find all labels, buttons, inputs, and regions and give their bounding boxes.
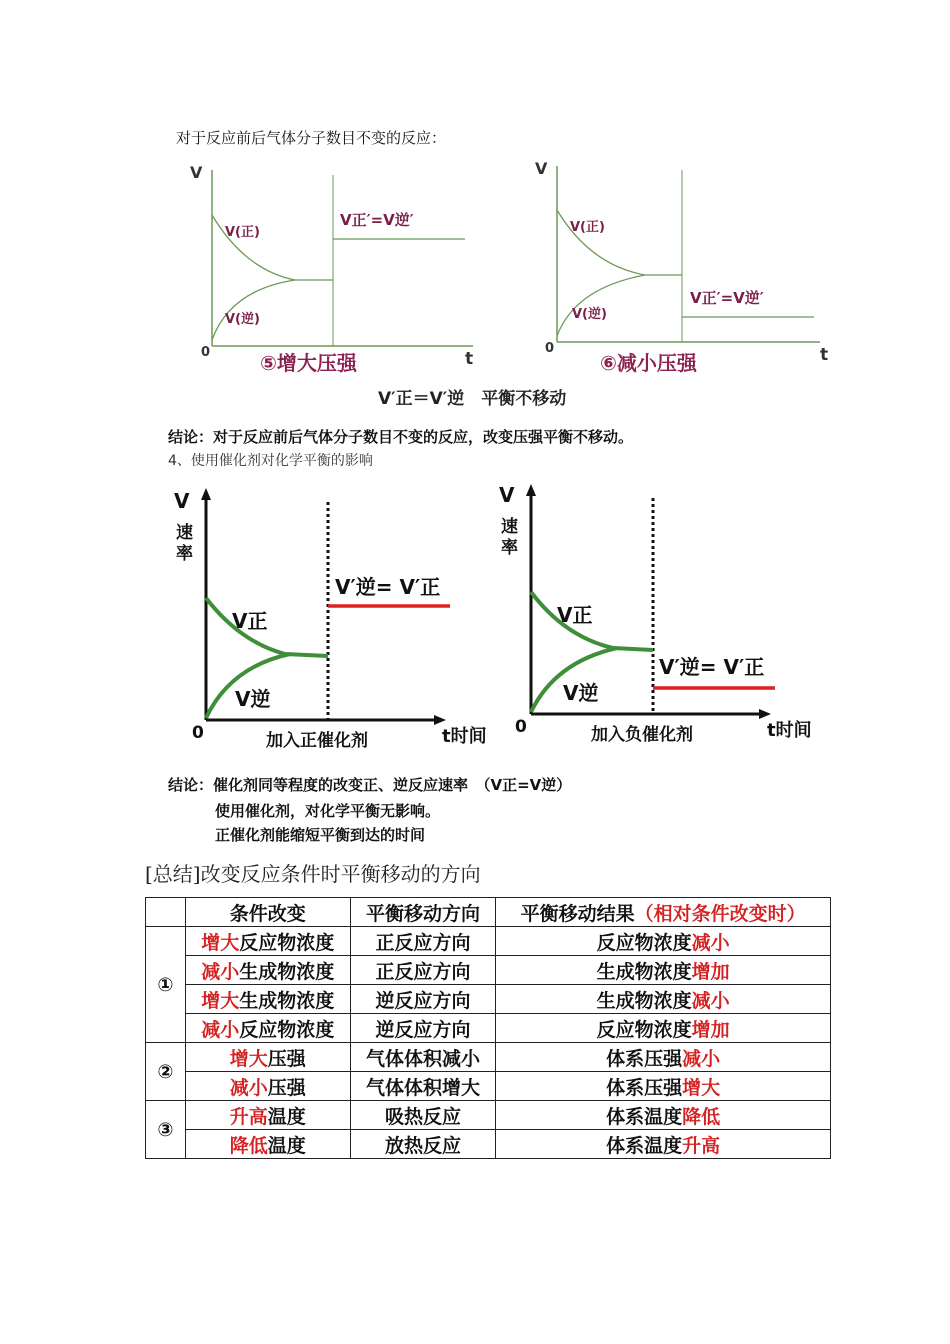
chart-caption: 加入正催化剂: [266, 731, 368, 751]
summary-heading: [总结]改变反应条件时平衡移动的方向: [145, 862, 481, 886]
condition-cell: 减小压强: [185, 1072, 350, 1101]
forward-label: V正: [557, 603, 593, 627]
result-cell: 反应物浓度减小: [496, 927, 831, 956]
section-heading-catalyst: 4、使用催化剂对化学平衡的影响: [168, 453, 373, 469]
condition-cell: 升高温度: [185, 1101, 350, 1130]
direction-cell: 逆反应方向: [350, 985, 496, 1014]
x-axis-label: t时间: [442, 726, 487, 747]
table-row: [146, 1043, 831, 1072]
table-row: [146, 927, 831, 956]
condition-cell: 增大反应物浓度: [185, 927, 350, 956]
header-direction: 平衡移动方向: [350, 898, 496, 927]
result-cell: 体系压强减小: [496, 1043, 831, 1072]
group-mark: ②: [146, 1043, 186, 1101]
chart-caption: ⑤增大压强: [260, 351, 357, 375]
forward-label: V正: [232, 609, 268, 633]
header-empty: [146, 898, 186, 927]
table-row: [146, 1072, 831, 1101]
group-mark: ①: [146, 927, 186, 1043]
reverse-rate-curve: [212, 280, 295, 340]
origin-label: 0: [545, 341, 555, 356]
conclusion-catalyst-3: 正催化剂能缩短平衡到达的时间: [215, 826, 426, 844]
condition-cell: 减小生成物浓度: [185, 956, 350, 985]
condition-cell: 增大生成物浓度: [185, 985, 350, 1014]
table-row: [146, 1101, 831, 1130]
table-row: [146, 1130, 831, 1159]
table-header-row: [146, 898, 831, 927]
condition-cell: 增大压强: [185, 1043, 350, 1072]
y-title-char-2: 率: [501, 538, 518, 558]
intro-text: 对于反应前后气体分子数目不变的反应：: [176, 129, 447, 147]
equality-label: V正′=V逆′: [690, 289, 764, 307]
group-mark: ③: [146, 1101, 186, 1159]
direction-cell: 气体体积减小: [350, 1043, 496, 1072]
x-axis-label: t: [465, 349, 474, 369]
direction-cell: 正反应方向: [350, 927, 496, 956]
y-axis-label: V: [535, 159, 548, 178]
y-title-char-2: 率: [176, 544, 193, 564]
y-axis-arrow: [526, 484, 536, 496]
x-axis-label: t时间: [767, 720, 812, 741]
result-cell: 体系温度升高: [496, 1130, 831, 1159]
x-axis-arrow: [759, 709, 771, 719]
direction-cell: 气体体积增大: [350, 1072, 496, 1101]
y-title-char-1: 速: [176, 523, 193, 543]
forward-label: V(正): [570, 220, 605, 235]
origin-label: 0: [515, 717, 527, 737]
table-row: [146, 985, 831, 1014]
equality-label: V′逆= V′正: [335, 575, 441, 599]
equality-label: V′逆= V′正: [659, 655, 765, 679]
condition-cell: 减小反应物浓度: [185, 1014, 350, 1043]
x-axis-arrow: [434, 715, 446, 725]
chart-caption: ⑥减小压强: [600, 351, 697, 375]
origin-label: 0: [192, 723, 204, 743]
direction-cell: 逆反应方向: [350, 1014, 496, 1043]
direction-cell: 放热反应: [350, 1130, 496, 1159]
x-axis-label: t: [820, 345, 829, 365]
direction-cell: 正反应方向: [350, 956, 496, 985]
result-cell: 生成物浓度增加: [496, 956, 831, 985]
result-cell: 体系温度降低: [496, 1101, 831, 1130]
y-axis-label: V: [174, 489, 190, 513]
condition-cell: 降低温度: [185, 1130, 350, 1159]
table-row: [146, 1014, 831, 1043]
result-cell: 反应物浓度增加: [496, 1014, 831, 1043]
reverse-rate-curve: [557, 275, 645, 336]
reverse-label: V逆: [563, 681, 599, 705]
header-result: 平衡移动结果（相对条件改变时）: [496, 898, 831, 927]
y-axis-label: V: [190, 163, 203, 182]
origin-label: 0: [201, 345, 211, 360]
equality-label: V正′=V逆′: [340, 211, 414, 229]
result-cell: 生成物浓度减小: [496, 985, 831, 1014]
table-row: [146, 956, 831, 985]
reverse-label: V逆: [235, 687, 271, 711]
chart-increase-pressure: [185, 150, 485, 380]
conclusion-catalyst-1: 结论：催化剂同等程度的改变正、逆反应速率 （V正=V逆）: [168, 776, 572, 794]
chart-positive-catalyst: [170, 482, 510, 757]
conclusion-catalyst-2: 使用催化剂，对化学平衡无影响。: [215, 802, 441, 820]
y-axis-label: V: [499, 483, 515, 507]
summary-table: [145, 897, 831, 1159]
forward-label: V(正): [225, 225, 260, 240]
reverse-label: V(逆): [572, 307, 607, 322]
conclusion-pressure: 结论：对于反应前后气体分子数目不变的反应，改变压强平衡不移动。: [168, 428, 634, 446]
shared-caption: V′正＝V′逆 平衡不移动: [378, 389, 567, 409]
chart-decrease-pressure: [530, 150, 840, 380]
y-axis-arrow: [201, 488, 211, 500]
header-condition: 条件改变: [185, 898, 350, 927]
y-title-char-1: 速: [501, 517, 518, 537]
direction-cell: 吸热反应: [350, 1101, 496, 1130]
chart-caption: 加入负催化剂: [591, 725, 693, 745]
result-cell: 体系压强增大: [496, 1072, 831, 1101]
reverse-label: V(逆): [225, 312, 260, 327]
chart-negative-catalyst: [495, 482, 835, 757]
